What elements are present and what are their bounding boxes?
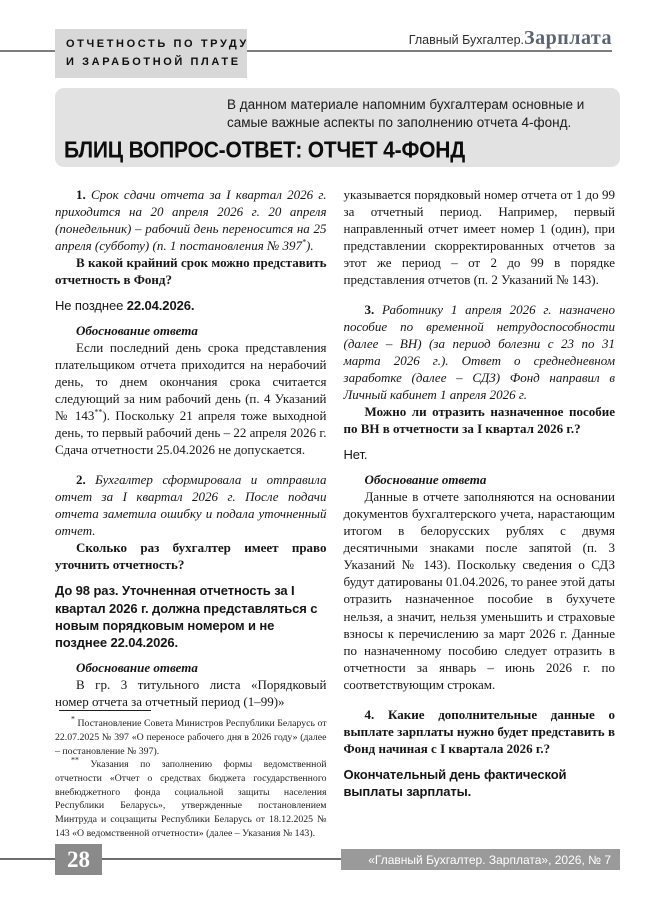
left-column: [55, 186, 327, 846]
article-headline: БЛИЦ ВОПРОС-ОТВЕТ: ОТЧЕТ 4-ФОНД: [64, 138, 466, 163]
qa4-question: [344, 706, 616, 757]
qa1-rationale: [55, 339, 327, 458]
footnote-marker: *: [71, 714, 75, 724]
qa2-answer: До 98 раз. Уточненная отчетность за I квартал 2026 г. должна представляться с новым порядковым номером и не позднее 22.04.2026.: [55, 583, 318, 650]
footnote-text: Постановление Совета Министров Республики Беларусь от 22.07.2025 № 397 «О переносе рабочего дня в 2026 году» (далее – постановление № 397).: [55, 718, 327, 757]
situation-text-part: Срок сдачи отчета за I квартал 2026 г. приходится на 20 апреля 2026 г. 20 апреля (понедельник) – рабочий день переносится на 25 апреля (субботу) (п. 1 постановления № 397: [55, 187, 327, 254]
lead-box: [55, 88, 620, 167]
question-text: Какие дополнительные данные о выплате зарплаты нужно будет представить в Фонд начиная с I квартала 2026 г.?: [343, 706, 615, 756]
situation-text: [55, 187, 327, 253]
page-number: 28: [55, 844, 102, 875]
question-number: 1.: [76, 187, 86, 202]
question-number: 2.: [76, 472, 86, 488]
footnote-marker: *: [302, 237, 307, 247]
section-badge: [55, 29, 247, 78]
footnote-1: [55, 714, 327, 758]
footnote-marker: **: [71, 755, 79, 765]
footnote-text: Указания по заполнению формы ведомственной отчетности «Отчет о средствах бюджета государственного внебюджетного фонда социальной защиты населения Республики Беларусь», утвержденные постановлением Минтруда и соцзащиты Республики Беларусь от 18.12.2025 № 143 «О ведомственной отчетности» (далее – Указания № 143).: [55, 759, 327, 839]
situation-text-part: ).: [306, 238, 314, 254]
qa2-rationale-heading: Обоснование ответа: [76, 660, 198, 676]
qa1-question: В какой крайний срок можно представить отчетность в Фонд?: [55, 255, 327, 288]
answer-text-bold: 22.04.2026.: [126, 298, 195, 314]
qa3-answer: Нет.: [343, 447, 368, 463]
qa3-question: Можно ли отразить назначенное пособие по ВН в отчетности за I квартал 2026 г.?: [343, 404, 615, 437]
qa2-rationale-part1: В гр. 3 титульного листа «Порядковый номер отчета за отчетный период (1–99)»: [55, 677, 327, 710]
footnotes: [55, 710, 327, 854]
qa3-rationale: Данные в отчете заполняются на основании документов бухгалтерского учета, нарастающим итогом в белорусских рублях с двумя десятичными знаками после запятой (п. 3 Указаний № 143). Поскольку сведения о СДЗ будут датированы 01.04.2026, то ранее этой даты отразить назначенное пособие в бухучете нельзя, а значит, нельзя уменьшить и страховые взносы к перечислению за март 2026 г. Данные по назначенному пособию следует отразить в отчетности за январь – июнь 2026 г. по соответствующим строкам.: [343, 489, 615, 692]
masthead-brand: Зарплата: [524, 27, 612, 49]
section-badge-line1: ОТЧЕТНОСТЬ ПО ТРУДУ: [66, 38, 249, 50]
issue-info: «Главный Бухгалтер. Зарплата», 2026, № 7: [341, 849, 620, 870]
question-number: 3.: [364, 302, 375, 318]
article-body: [55, 186, 615, 846]
footnote-marker: **: [94, 408, 103, 417]
right-column: [344, 186, 616, 846]
qa2-rationale-part2: указывается порядковый номер отчета от 1 до 99 за отчетный период. Например, первый направленный отчет имеет номер 1 (один), при представлении скорректированных отчетов за этот же период – от 2 до 99 в порядке представления отчетов (п. 2 Указаний № 143).: [343, 187, 615, 288]
answer-text-part: Не позднее: [55, 298, 127, 314]
masthead: [403, 27, 612, 50]
masthead-prefix: Главный Бухгалтер.: [408, 33, 525, 47]
question-number: 4.: [364, 706, 375, 722]
qa2-situation: [55, 471, 327, 539]
qa1-rationale-heading: Обоснование ответа: [76, 323, 198, 339]
qa2-question: Сколько раз бухгалтер имеет право уточнить отчетность?: [55, 540, 327, 573]
footnote-2: [55, 755, 327, 840]
qa4-answer: Окончательный день фактической выплаты зарплаты.: [343, 766, 567, 799]
situation-text: Бухгалтер сформировала и отправила отчет за I квартал 2026 г. После подачи отчета заметила ошибку и подала уточненный отчет.: [55, 472, 327, 539]
rationale-text-part: Если последний день срока представления плательщиком отчета приходится на нерабочий день, то днем окончания срока считается следующий за ним рабочий день (п. 4 Указаний № 143: [55, 340, 327, 424]
section-badge-line2: И ЗАРАБОТНОЙ ПЛАТЕ: [66, 55, 241, 68]
lead-text: В данном материале напомним бухгалтерам основные и самые важные аспекты по заполнению отчета 4-фонд.: [227, 97, 585, 130]
qa3-situation: [344, 301, 616, 403]
qa3-rationale-heading: Обоснование ответа: [364, 472, 487, 488]
situation-text: Работнику 1 апреля 2026 г. назначено пособие по временной нетрудоспособности (далее – ВН) (за период болезни с 23 по 31 марта 2026 г.). Ответ о среднедневном заработке (далее – СДЗ) Фонд направил в Личный кабинет 1 апреля 2026 г.: [343, 302, 616, 403]
qa1-situation: [55, 186, 327, 254]
footnote-rule: [59, 710, 151, 711]
qa1-answer: [55, 297, 327, 314]
rationale-text-part: ). Поскольку 21 апреля тоже выходной день, то первый рабочий день – 22 апреля 2026 г. Сдача отчетности 25.04.2026 не допускается.: [55, 408, 327, 458]
